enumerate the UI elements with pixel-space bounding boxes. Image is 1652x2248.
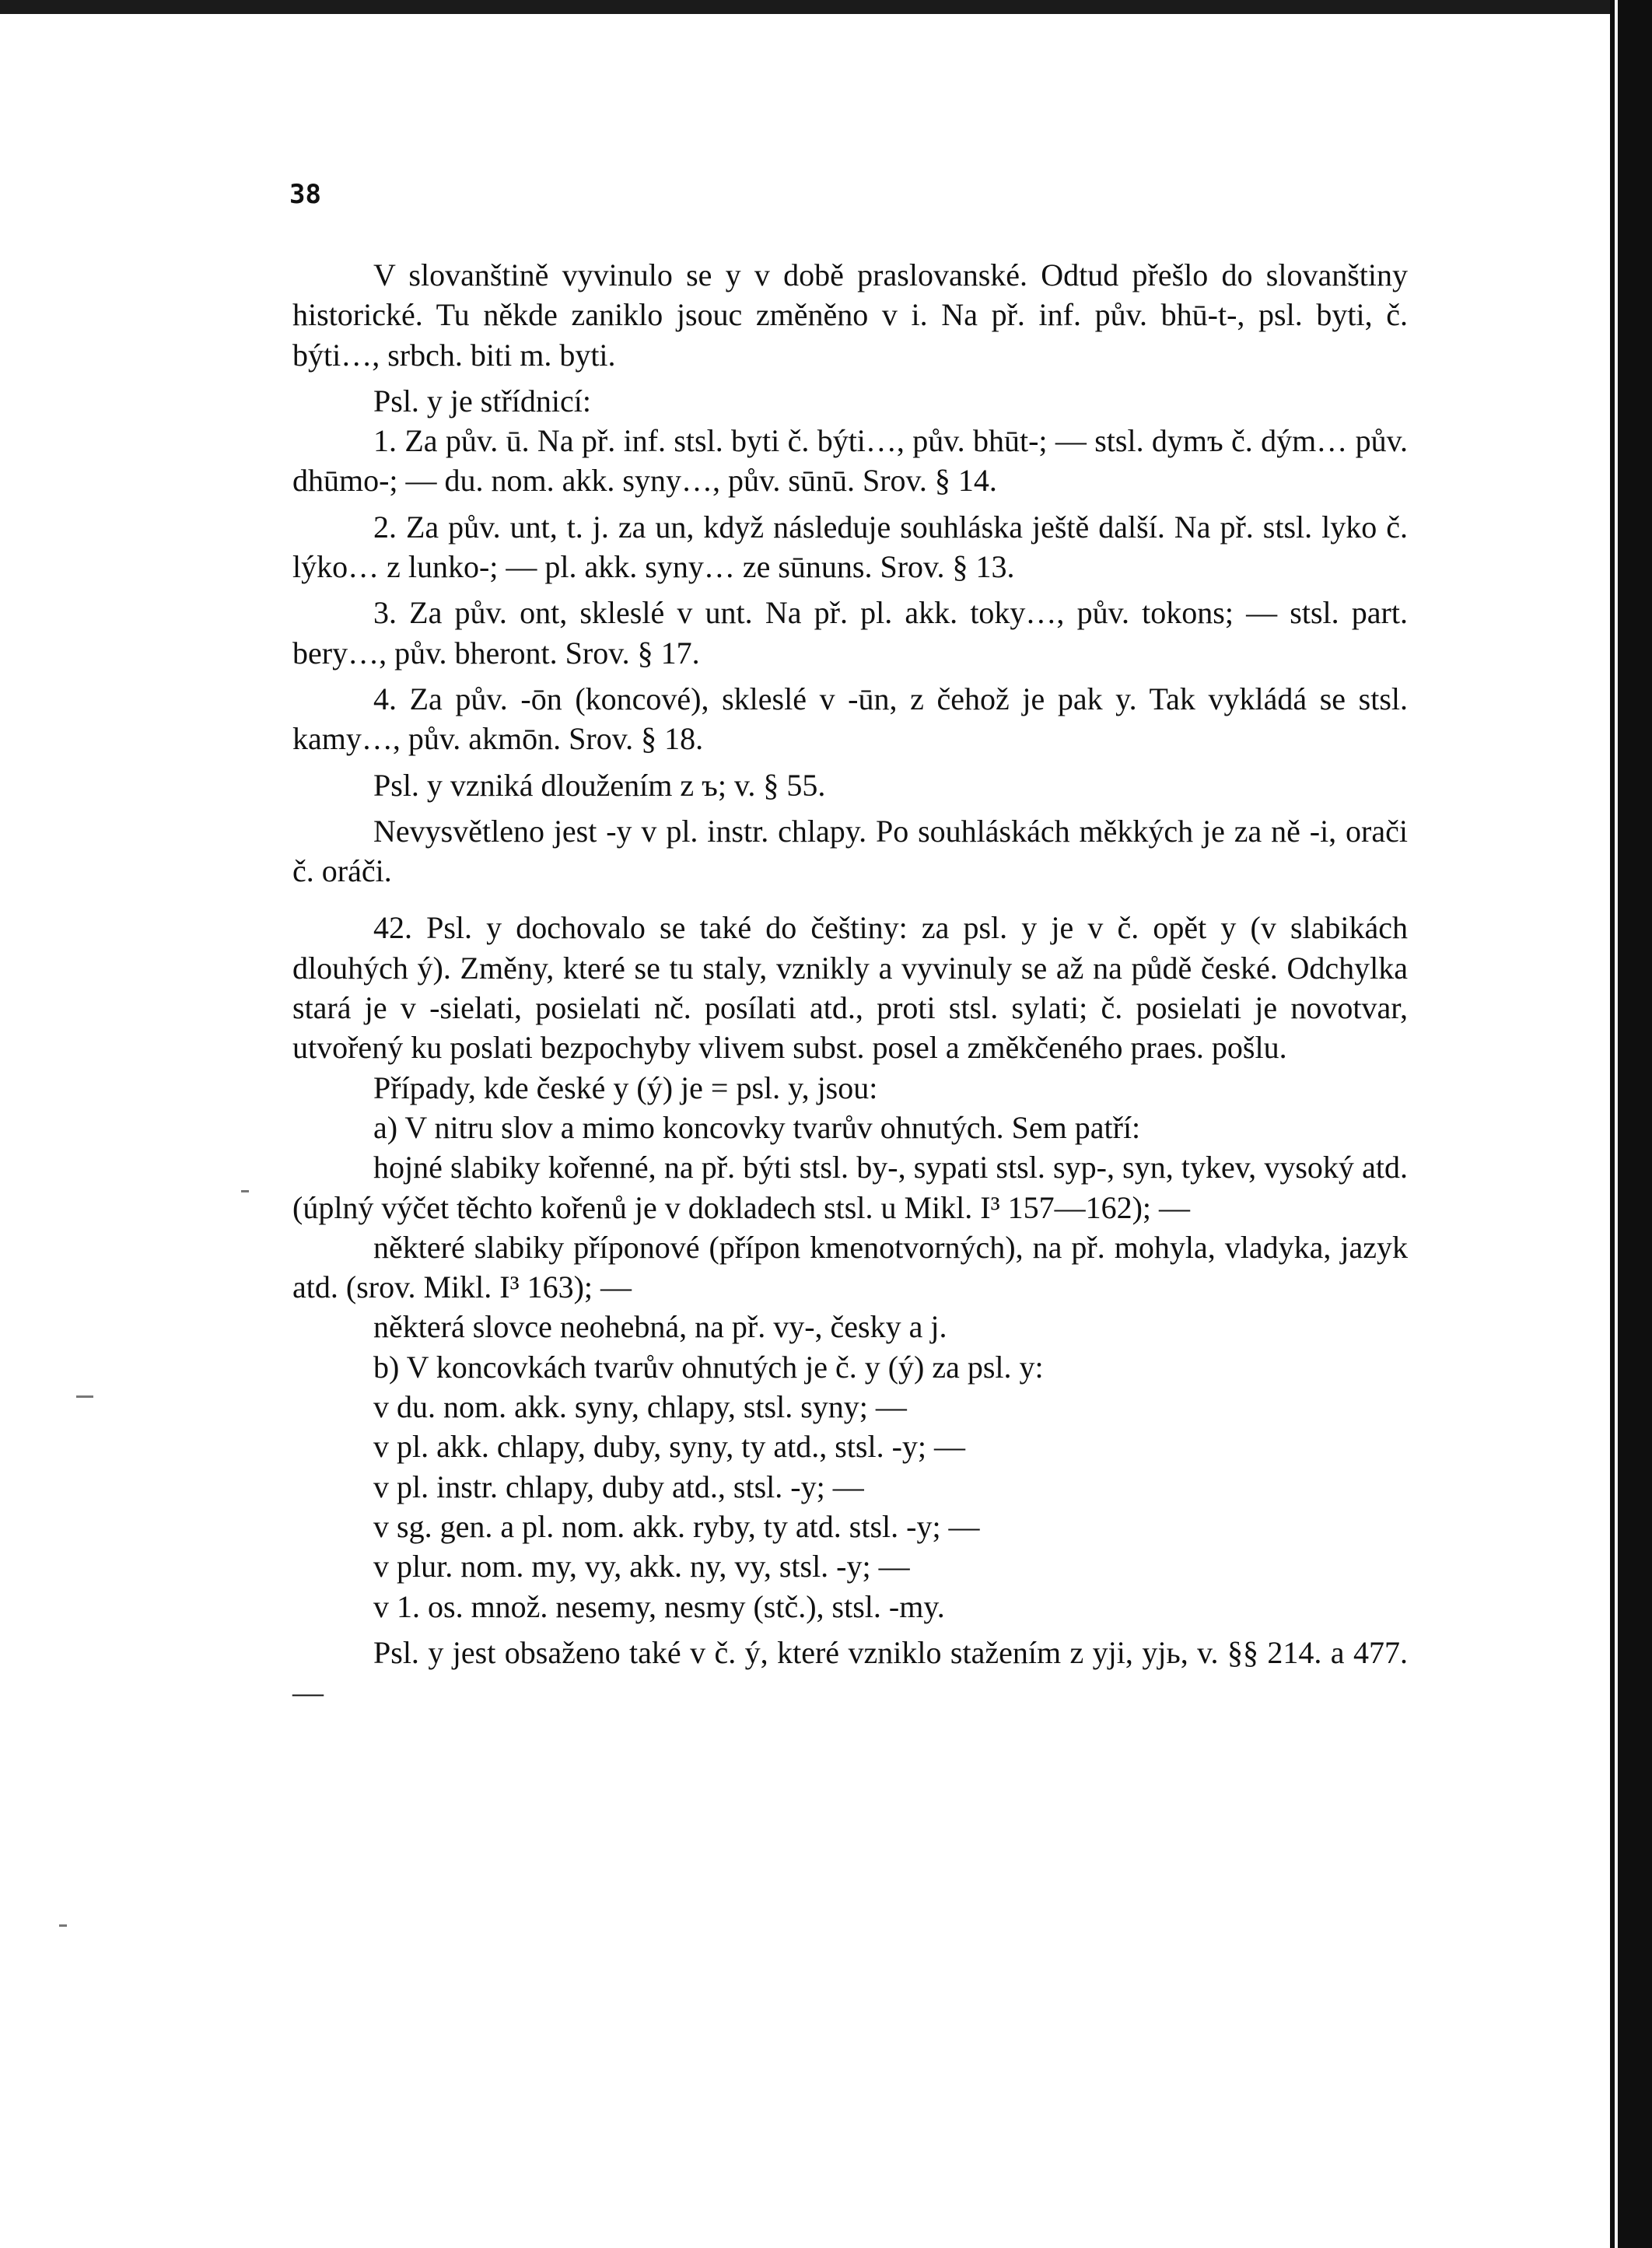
paragraph: 2. Za pův. unt, t. j. za un, když následuje souhláska ještě další. Na př. stsl. lyko č. lýko… z lunko-; — pl. akk. syny… ze sūnuns. Srov. § 13. — [292, 509, 1408, 585]
list-item: v plur. nom. my, vy, akk. ny, vy, stsl. -y; — — [373, 1549, 910, 1584]
paragraph: Psl. y jest obsaženo také v č. ý, které vzniklo stažením z yji, yjь, v. §§ 214. a 477. — — [292, 1634, 1408, 1711]
margin-mark — [241, 1190, 249, 1192]
paragraph: 4. Za pův. -ōn (koncové), skleslé v -ūn, z čehož je pak y. Tak vykládá se stsl. kamy…, pův. akmōn. Srov. § 18. — [292, 681, 1408, 757]
list-item: v sg. gen. a pl. nom. akk. ryby, ty atd. stsl. -y; — — [373, 1508, 980, 1544]
paragraph: Nevysvětleno jest -y v pl. instr. chlapy. Po souhláskách měkkých je za ně -i, orači č. oráči. — [292, 813, 1408, 889]
list-item: v du. nom. akk. syny, chlapy, stsl. syny; — — [373, 1389, 907, 1425]
paragraph: V slovanštině vyvinulo se y v době praslovanské. Odtud přešlo do slovanštiny historické. Tu někde zaniklo jsouc změněno v i. Na př. inf. pův. bhū-t-, psl. byti, č. býti…, srbch. biti m. byti. — [292, 257, 1408, 373]
section-42-paragraph: 42. Psl. y dochovalo se také do češtiny: za psl. y je v č. opět y (v slabikách dlouhých ý). Změny, které se tu staly, vznikly a vyvinuly se až na půdě české. Odchylka stará je v -sielati, posielati nč. posílati atd., proti stsl. sylati; č. posielati je novotvar, utvořený ku poslati bezpochyby vlivem subst. posel a změkčeného praes. pošlu. — [292, 910, 1408, 1066]
paragraph: Psl. y vzniká dloužením z ъ; v. § 55. — [373, 767, 826, 803]
list-item: v pl. akk. chlapy, duby, syny, ty atd., stsl. -y; — — [373, 1429, 966, 1465]
margin-mark — [59, 1924, 67, 1927]
paragraph: některé slabiky příponové (přípon kmenotvorných), na př. mohyla, vladyka, jazyk atd. (srov. Mikl. I³ 163); — — [292, 1229, 1408, 1305]
paragraph: 3. Za pův. ont, skleslé v unt. Na př. pl. akk. toky…, pův. tokons; — stsl. part. bery…, pův. bheront. Srov. § 17. — [292, 595, 1408, 671]
page-number: 38 — [289, 179, 321, 210]
paragraph: Případy, kde české y (ý) je = psl. y, jsou: — [373, 1070, 878, 1105]
paragraph: hojné slabiky kořenné, na př. býti stsl. by-, sypati stsl. syp-, syn, tykev, vysoký atd. (úplný výčet těchto kořenů je v dokladech stsl. u Mikl. I³ 157—162); — — [292, 1150, 1408, 1225]
paragraph: Psl. y je střídnicí: — [373, 383, 591, 418]
paragraph: a) V nitru slov a mimo koncovky tvarův ohnutých. Sem patří: — [373, 1109, 1141, 1145]
paragraph: b) V koncovkách tvarův ohnutých je č. y (ý) za psl. y: — [373, 1349, 1044, 1385]
book-spine-line — [1615, 0, 1618, 2248]
list-item: v pl. instr. chlapy, duby atd., stsl. -y; — — [373, 1469, 864, 1504]
body-text — [292, 255, 1408, 1712]
margin-mark — [76, 1395, 93, 1398]
list-item: v 1. os. množ. nesemy, nesmy (stč.), stsl. -my. — [373, 1588, 945, 1624]
paragraph: některá slovce neohebná, na př. vy-, česky a j. — [373, 1309, 947, 1345]
paragraph: 1. Za pův. ū. Na př. inf. stsl. byti č. býti…, pův. bhūt-; — stsl. dymъ č. dým… pův. dhūmo-; — du. nom. akk. syny…, pův. sūnū. Srov. § 14. — [292, 423, 1408, 499]
book-page — [0, 14, 1610, 2248]
